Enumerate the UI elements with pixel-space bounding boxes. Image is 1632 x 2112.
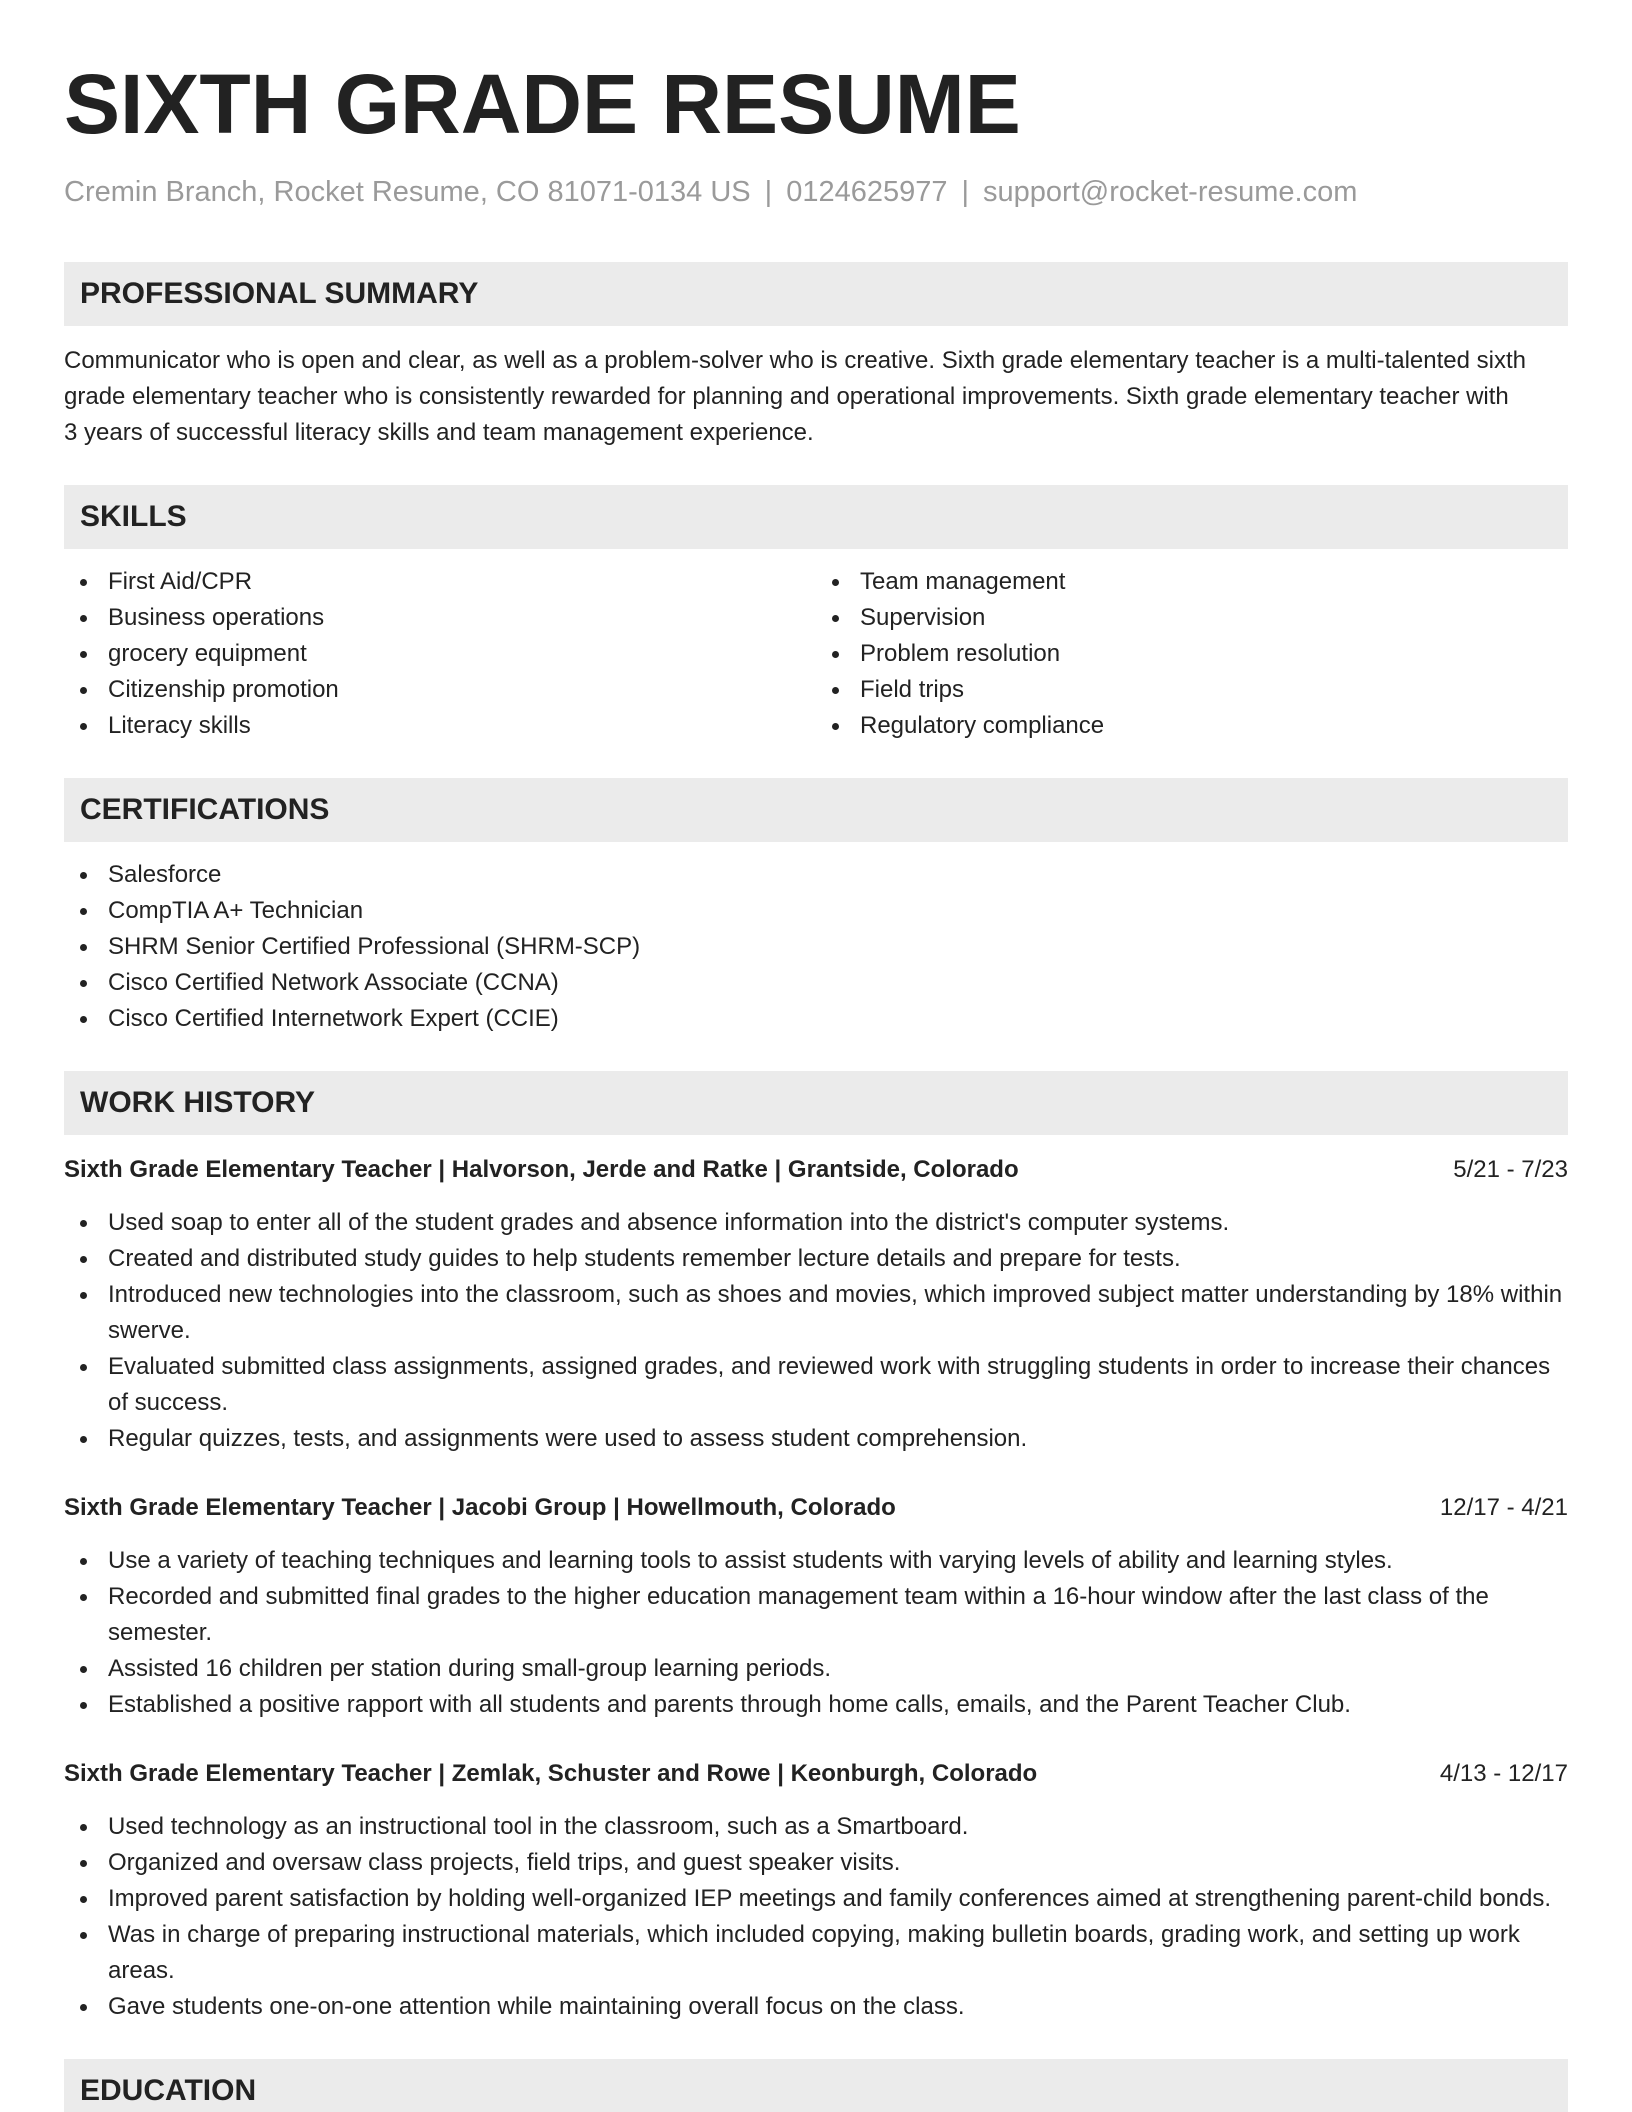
certification-item: Cisco Certified Network Associate (CCNA) xyxy=(64,965,1568,1001)
job-duty-item: Created and distributed study guides to help students remember lecture details and prepare for tests. xyxy=(64,1241,1568,1277)
section-heading-education: EDUCATION xyxy=(64,2059,1568,2112)
section-heading-skills: SKILLS xyxy=(64,485,1568,549)
job-title: Sixth Grade Elementary Teacher | Zemlak, Schuster and Rowe | Keonburgh, Colorado xyxy=(64,1760,1038,1787)
job-dates: 5/21 - 7/23 xyxy=(1453,1156,1568,1183)
job-duty-item: Used technology as an instructional tool in the classroom, such as a Smartboard. xyxy=(64,1809,1568,1845)
job-duty-item: Introduced new technologies into the classroom, such as shoes and movies, which improved subject matter understanding by 18% within swerve. xyxy=(64,1277,1568,1349)
job-duty-item: Used soap to enter all of the student grades and absence information into the district's computer systems. xyxy=(64,1205,1568,1241)
skills-column-left xyxy=(64,564,816,744)
job-duty-item: Use a variety of teaching techniques and learning tools to assist students with varying levels of ability and learning styles. xyxy=(64,1543,1568,1579)
job-header xyxy=(64,1153,1568,1187)
skills-list xyxy=(64,564,1568,744)
certification-item: Cisco Certified Internetwork Expert (CCIE) xyxy=(64,1001,1568,1037)
job-duty-item: Established a positive rapport with all students and parents through home calls, emails, and the Parent Teacher Club. xyxy=(64,1687,1568,1723)
job-duty-item: Organized and oversaw class projects, field trips, and guest speaker visits. xyxy=(64,1845,1568,1881)
skill-item: Literacy skills xyxy=(64,708,816,744)
job-duty-item: Gave students one-on-one attention while maintaining overall focus on the class. xyxy=(64,1989,1568,2025)
summary-text: Communicator who is open and clear, as well as a problem-solver who is creative. Sixth grade elementary teacher is a multi-talented sixth grade elementary teacher who is consistently rewarded for planning and operational improvements. Sixth grade elementary teacher with 3 years of successful literacy skills and team management experience. xyxy=(64,347,1527,446)
contact-line xyxy=(64,174,1568,210)
resume-title: SIXTH GRADE RESUME xyxy=(64,57,1021,151)
contact-email: support@rocket-resume.com xyxy=(983,176,1358,208)
job-duties-list xyxy=(64,1543,1568,1723)
job-duties-list xyxy=(64,1809,1568,2025)
job-entry xyxy=(64,1491,1568,1723)
skill-item: Regulatory compliance xyxy=(816,708,1568,744)
job-entry xyxy=(64,1757,1568,2025)
contact-address: Cremin Branch, Rocket Resume, CO 81071-0134 US xyxy=(64,176,751,208)
job-duty-item: Improved parent satisfaction by holding well-organized IEP meetings and family conferences aimed at strengthening parent-child bonds. xyxy=(64,1881,1568,1917)
certification-item: Salesforce xyxy=(64,857,1568,893)
work-history-list xyxy=(64,1153,1568,2025)
job-duty-item: Evaluated submitted class assignments, assigned grades, and reviewed work with struggling students in order to increase their chances of success. xyxy=(64,1349,1568,1421)
certification-item: CompTIA A+ Technician xyxy=(64,893,1568,929)
job-header xyxy=(64,1757,1568,1791)
job-entry xyxy=(64,1153,1568,1457)
contact-phone: 0124625977 xyxy=(786,176,948,208)
section-heading-certifications: CERTIFICATIONS xyxy=(64,778,1568,842)
certification-item: SHRM Senior Certified Professional (SHRM-SCP) xyxy=(64,929,1568,965)
job-title: Sixth Grade Elementary Teacher | Jacobi Group | Howellmouth, Colorado xyxy=(64,1494,896,1521)
job-duties-list xyxy=(64,1205,1568,1457)
skill-item: Supervision xyxy=(816,600,1568,636)
skills-column-right xyxy=(816,564,1568,744)
job-dates: 4/13 - 12/17 xyxy=(1439,1760,1568,1787)
section-heading-work-history: WORK HISTORY xyxy=(64,1071,1568,1135)
skill-item: Business operations xyxy=(64,600,816,636)
job-duty-item: Recorded and submitted final grades to the higher education management team within a 16-hour window after the last class of the semester. xyxy=(64,1579,1568,1651)
job-duty-item: Regular quizzes, tests, and assignments were used to assess student comprehension. xyxy=(64,1421,1568,1457)
skill-item: Team management xyxy=(816,564,1568,600)
skill-item: Field trips xyxy=(816,672,1568,708)
skill-item: First Aid/CPR xyxy=(64,564,816,600)
job-title: Sixth Grade Elementary Teacher | Halvorson, Jerde and Ratke | Grantside, Colorado xyxy=(64,1156,1019,1183)
skill-item: Problem resolution xyxy=(816,636,1568,672)
certifications-list xyxy=(64,857,1568,1037)
job-header xyxy=(64,1491,1568,1525)
section-heading-summary: PROFESSIONAL SUMMARY xyxy=(64,262,1568,326)
contact-separator: | xyxy=(764,176,773,208)
skill-item: grocery equipment xyxy=(64,636,816,672)
skill-item: Citizenship promotion xyxy=(64,672,816,708)
job-dates: 12/17 - 4/21 xyxy=(1439,1494,1568,1521)
contact-separator: | xyxy=(961,176,970,208)
job-duty-item: Was in charge of preparing instructional materials, which included copying, making bulletin boards, grading work, and setting up work areas. xyxy=(64,1917,1568,1989)
job-duty-item: Assisted 16 children per station during small-group learning periods. xyxy=(64,1651,1568,1687)
